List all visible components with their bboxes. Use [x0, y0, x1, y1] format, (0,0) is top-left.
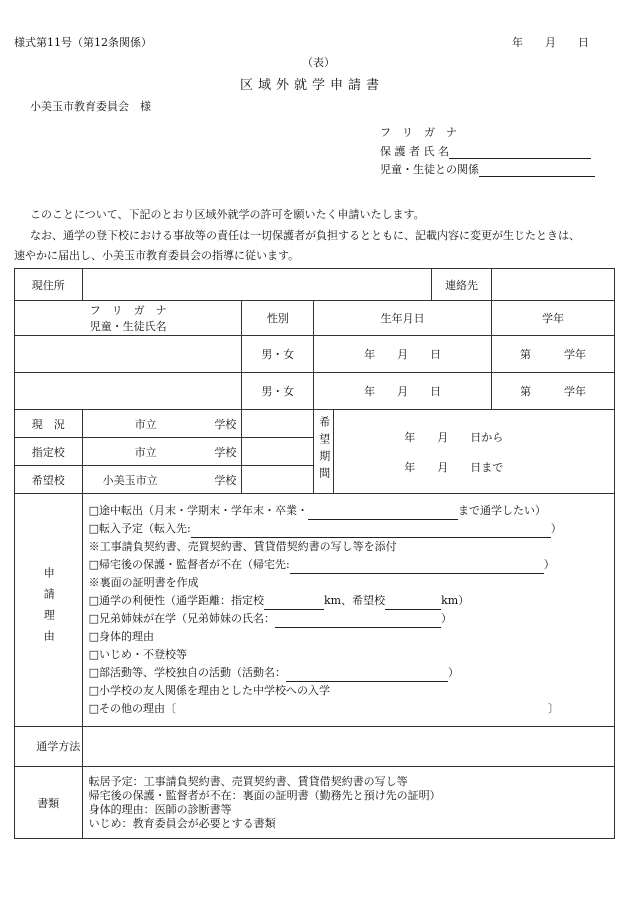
reason-sibling[interactable]: □兄弟姉妹が在学（兄弟姉妹の氏名： ） [89, 610, 614, 628]
student-row [15, 336, 615, 373]
reason-note-certificate: ※裏面の証明書を作成 [88, 576, 199, 589]
form-number: 様式第11号（第12条関係） [14, 36, 152, 49]
intro-line-2: なお、通学の登下校における事故等の責任は一切保護者が負担するとともに、記載内容に変更が生じたときは、 [30, 229, 580, 242]
period-label: 希望期間 [314, 410, 334, 494]
contact-input[interactable] [492, 269, 615, 301]
doc-item: 転居予定：工事請負契約書、売買契約書、賃貸借契約書の写し等 [88, 774, 408, 788]
grade-header: 学年 [492, 301, 615, 336]
grade-input[interactable]: 第 学年 [492, 336, 615, 373]
reason-note-contracts: ※工事請負契約書、売買契約書、賃貸借契約書の写し等を添付 [88, 540, 397, 553]
reason-label: 申請理由 [15, 494, 83, 727]
commute-label: 通学方法 [15, 727, 83, 767]
school-name-current[interactable]: 学校 [242, 410, 314, 438]
school-name-designated[interactable]: 学校 [242, 438, 314, 466]
address-input[interactable] [82, 269, 432, 301]
school-label-designated: 指定校 [15, 438, 83, 466]
commute-input[interactable] [82, 727, 614, 767]
student-name-input[interactable] [15, 373, 242, 410]
form-side: （表） [302, 56, 335, 69]
doc-item: いじめ：教育委員会が必要とする書類 [88, 816, 276, 830]
doc-item: 身体的理由：医師の診断書等 [88, 802, 232, 816]
reason-club[interactable]: □部活動等、学校独自の活動（活動名： ） [89, 664, 614, 682]
reason-other[interactable]: □その他の理由〔 〕 [88, 702, 559, 715]
school-label-desired: 希望校 [15, 466, 83, 494]
page-title: 区域外就学申請書 [240, 78, 385, 93]
reason-mid-transfer[interactable]: □途中転出（月末・学期末・学年末・卒業・ まで通学したい） [89, 502, 614, 520]
school-city-current[interactable]: 市立 [82, 410, 242, 438]
reason-bullying[interactable]: □いじめ・不登校等 [88, 648, 187, 661]
intro-line-3: 速やかに届出し、小美玉市教育委員会の指導に従います。 [14, 249, 300, 262]
sex-select[interactable]: 男・女 [242, 373, 314, 410]
guardian-name-field[interactable] [380, 143, 591, 159]
guardian-name-label: 保 護 者 氏 名 [380, 145, 449, 158]
relation-field[interactable] [380, 161, 595, 177]
doc-item: 帰宅後の保護・監督者が不在：裏面の証明書（勤務先と預け先の証明） [88, 788, 441, 802]
date-field: 年 月 日 [512, 36, 589, 49]
reason-friendship[interactable]: □小学校の友人関係を理由とした中学校への入学 [88, 684, 330, 697]
intro-line-1: このことについて、下記のとおり区域外就学の許可を願いたく申請いたします。 [30, 208, 425, 221]
reason-physical[interactable]: □身体的理由 [88, 630, 154, 643]
furigana-label: フ リ ガ ナ [380, 126, 457, 139]
school-city-designated[interactable]: 市立 [82, 438, 242, 466]
reason-no-guardian[interactable]: □帰宅後の保護・監督者が不在（帰宅先: ） [89, 556, 614, 574]
address-label: 現住所 [15, 269, 83, 301]
reason-move-in[interactable]: □転入予定（転入先: ） [89, 520, 614, 538]
student-furigana-label: フ リ ガ ナ [89, 304, 167, 317]
sex-select[interactable]: 男・女 [242, 336, 314, 373]
student-row [15, 373, 615, 410]
period-input[interactable] [334, 410, 615, 494]
birth-input[interactable]: 年 月 日 [314, 373, 492, 410]
student-name-header [15, 301, 242, 336]
reason-convenience[interactable]: □通学の利便性（通学距離：指定校 km、希望校 km） [89, 592, 614, 610]
docs-label: 書類 [15, 767, 83, 839]
relation-label: 児童・生徒との関係 [380, 163, 479, 176]
school-name-desired[interactable]: 学校 [242, 466, 314, 494]
birth-header: 生年月日 [314, 301, 492, 336]
grade-input[interactable]: 第 学年 [492, 373, 615, 410]
birth-input[interactable]: 年 月 日 [314, 336, 492, 373]
school-label-current: 現 況 [15, 410, 83, 438]
addressee: 小美玉市教育委員会 様 [30, 100, 151, 113]
student-name-label: 児童・生徒氏名 [89, 320, 167, 333]
period-to: 年 月 日まで [404, 460, 504, 474]
period-from: 年 月 日から [404, 430, 504, 444]
docs-list [82, 767, 614, 839]
contact-label: 連絡先 [432, 269, 492, 301]
application-table [14, 268, 615, 839]
reason-list [82, 494, 614, 727]
school-city-desired[interactable]: 小美玉市立 [82, 466, 242, 494]
sex-header: 性別 [242, 301, 314, 336]
student-name-input[interactable] [15, 336, 242, 373]
